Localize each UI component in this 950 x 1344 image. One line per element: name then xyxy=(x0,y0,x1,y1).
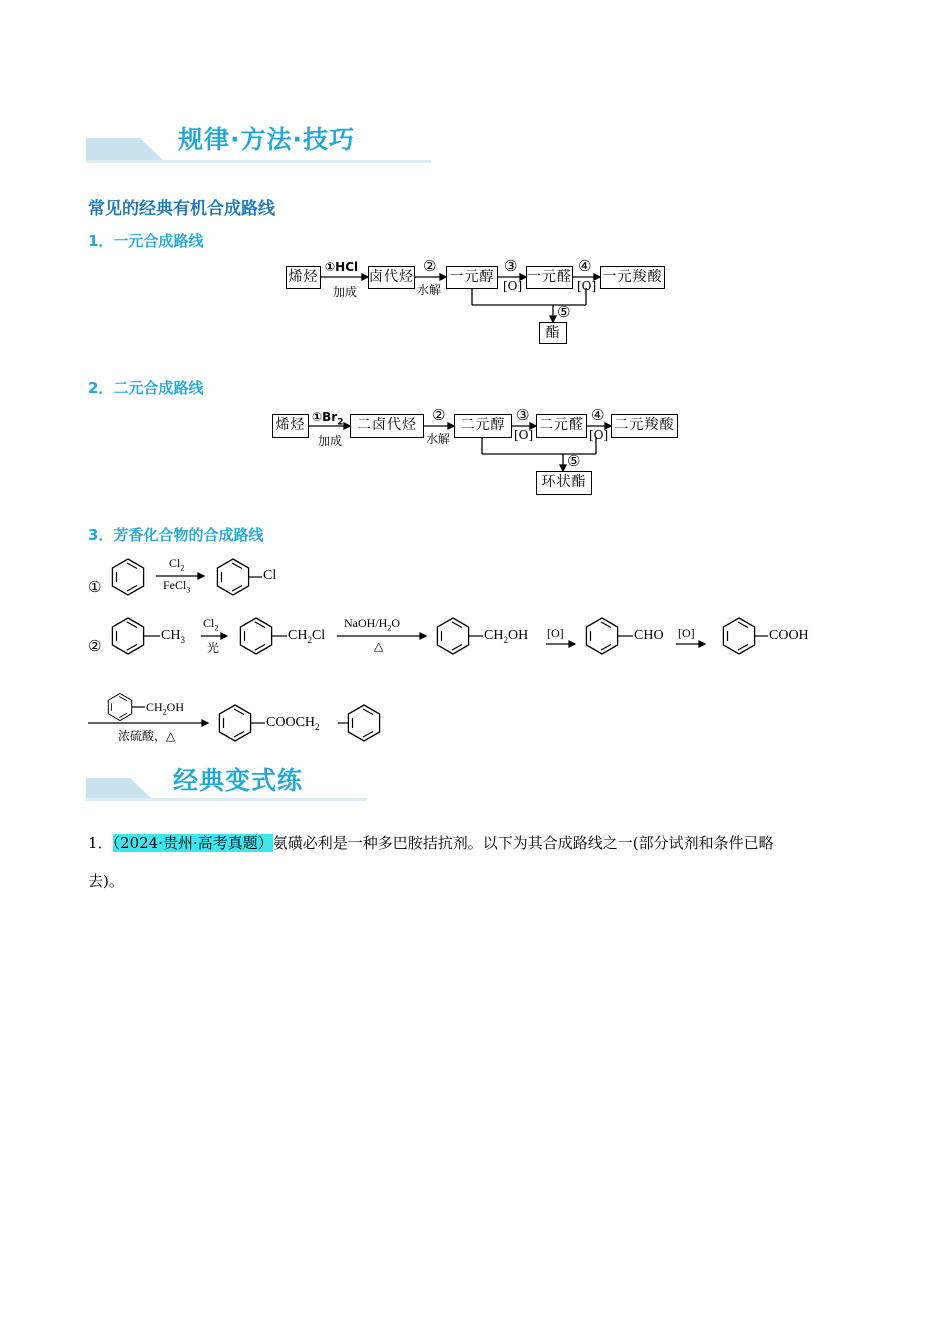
question-number: 1． xyxy=(88,834,113,852)
benzoic-acid-substituent: COOH xyxy=(769,628,809,643)
reaction1-num: ① xyxy=(88,578,102,596)
route2-step4-condition: [O] xyxy=(589,428,609,442)
route1-step5-num: ⑤ xyxy=(557,303,571,321)
reaction2-num: ② xyxy=(88,637,102,655)
benzyl-benzoate-linker: $COOCH_2$ xyxy=(266,715,320,732)
route1-box-alkene: 烯烃 xyxy=(286,266,321,289)
esterification-reagent: $CH_2OH$ xyxy=(146,700,185,717)
reaction1-reagent: $Cl_2$ xyxy=(169,556,185,573)
route2-box-diacid: 二元羧酸 xyxy=(611,414,678,438)
route2-step2-condition: 水解 xyxy=(426,432,451,446)
route1-box-ester: 酯 xyxy=(539,322,567,344)
route1-box-alcohol: 一元醇 xyxy=(446,266,498,289)
sub3-heading: 3．芳香化合物的合成路线 xyxy=(88,526,264,544)
route2-box-alkene: 烯烃 xyxy=(272,414,309,438)
step-hydrolysis-reagent: NaOH/$H_2O$ xyxy=(344,616,400,633)
question-source-tag: （2024·贵州·高考真题） xyxy=(112,834,273,852)
route1-step4-num: ④ xyxy=(578,257,592,275)
route2-box-dihalo: 二卤代烃 xyxy=(350,414,424,438)
benzaldehyde-substituent: CHO xyxy=(634,628,664,643)
question-text-line2: 去)。 xyxy=(88,872,124,890)
benzyl-alcohol-substituent: $CH_2OH$ xyxy=(484,628,529,645)
route2-step5-num: ⑤ xyxy=(567,452,581,470)
route1-step3-num: ③ xyxy=(504,257,518,275)
reaction1-product-substituent: Cl xyxy=(263,568,277,583)
route1-box-aldehyde: 一元醛 xyxy=(526,266,573,289)
toluene-substituent: $CH_3$ xyxy=(161,628,185,645)
question-text-line1: 氨磺必利是一种多巴胺拮抗剂。以下为其合成路线之一(部分试剂和条件已略 xyxy=(272,834,774,852)
route2-step3-num: ③ xyxy=(516,406,530,424)
route1-step3-condition: [O] xyxy=(503,279,523,293)
route1-step2-condition: 水解 xyxy=(417,283,442,297)
step-chlorination-condition: 光 xyxy=(207,641,220,655)
route1-box-acid: 一元羧酸 xyxy=(600,266,665,289)
route1-step1-reagent: ①HCl xyxy=(325,260,359,274)
route2-step1-condition: 加成 xyxy=(318,434,343,448)
step-oxidation2-reagent: [O] xyxy=(678,626,695,640)
banner1-title: 规律·方法·技巧 xyxy=(178,125,355,154)
route1-step4-condition: [O] xyxy=(577,279,597,293)
banner2-title: 经典变式练 xyxy=(173,766,304,795)
route2-step3-condition: [O] xyxy=(514,428,534,442)
route1-step2-num: ② xyxy=(423,257,437,275)
question-1 xyxy=(88,825,868,861)
route2-step1-reagent: $①Br_2$ xyxy=(312,410,344,428)
route1-step1-condition: 加成 xyxy=(333,285,358,299)
route2-box-dialdehyde: 二元醛 xyxy=(536,414,587,438)
sub2-heading: 2．二元合成路线 xyxy=(88,379,204,397)
route2-step4-num: ④ xyxy=(591,406,605,424)
benzyl-chloride-substituent: $CH_2Cl$ xyxy=(288,628,326,645)
section-title: 常见的经典有机合成路线 xyxy=(88,199,275,219)
sub1-heading: 1．一元合成路线 xyxy=(88,232,204,250)
route1-box-haloalkane: 卤代烃 xyxy=(368,266,415,289)
step-oxidation1-reagent: [O] xyxy=(547,626,564,640)
route2-box-cyclic-ester: 环状酯 xyxy=(536,471,592,495)
route2-step2-num: ② xyxy=(432,406,446,424)
step-hydrolysis-condition: △ xyxy=(374,639,384,653)
esterification-condition: 浓硫酸，△ xyxy=(118,729,176,743)
step-chlorination-reagent: $Cl_2$ xyxy=(203,616,219,633)
reaction1-catalyst: FeCl$_3$ xyxy=(163,578,191,595)
route2-box-diol: 二元醇 xyxy=(454,414,512,438)
